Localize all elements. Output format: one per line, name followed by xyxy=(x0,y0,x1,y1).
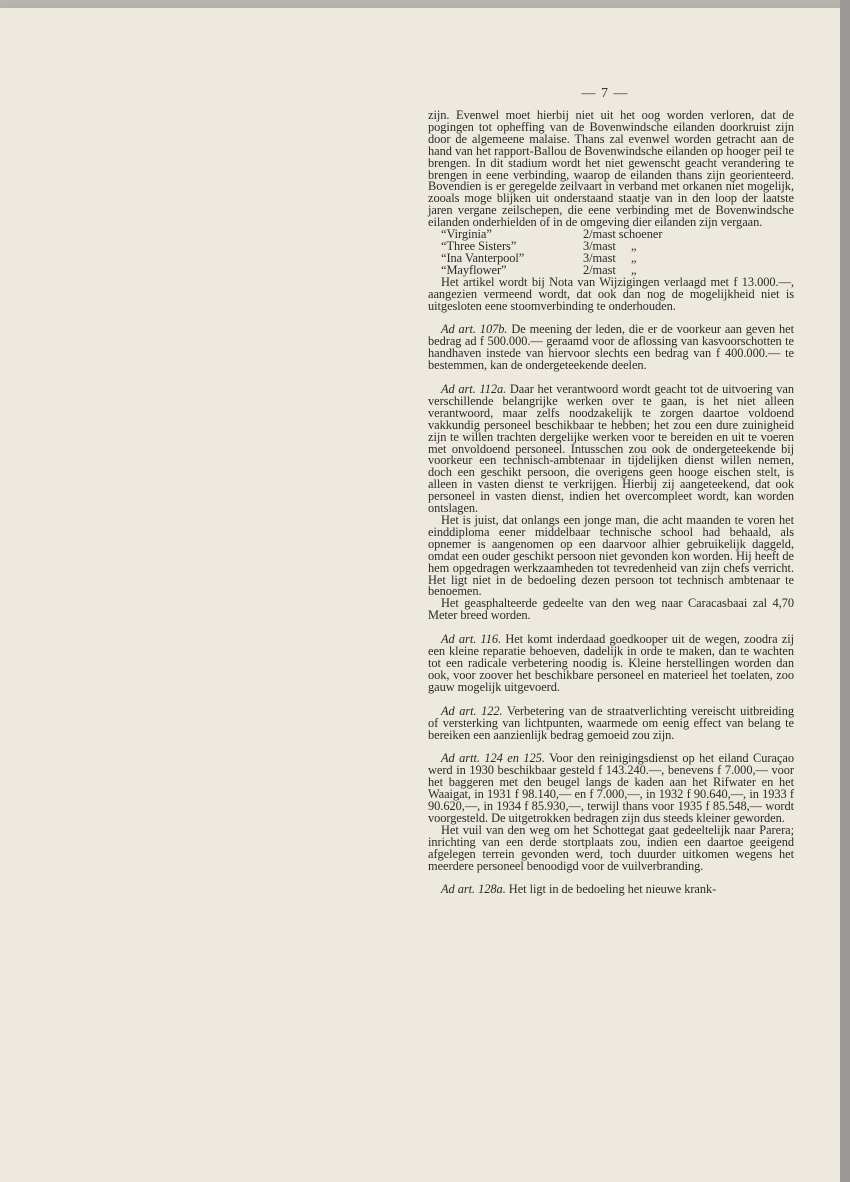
ship-list xyxy=(428,229,794,277)
ship-type: 2/mast „ xyxy=(583,262,637,277)
ship-type: 2/mast schoener xyxy=(583,227,663,242)
section-text: Verbetering van de straatverlichting vereischt uitbreiding of versterking van lichtpunten, waarmede om eenig effect van belang te bereiken een aanzienlijk bedrag gemoeid zou zijn. xyxy=(428,703,794,742)
page-edge xyxy=(840,0,850,1182)
ship-type: 3/mast „ xyxy=(583,250,637,265)
section-112a-extra: Het is juist, dat onlangs een jonge man, die acht maanden te voren het einddiploma eener middelbaar technische school had behaald, als opnemer is aangenomen op een daarvoor alhier gebruikelijk daggeld, omdat een ouder geschikt persoon niet gevonden kon worden. Hij heeft de hem opgedragen werkzaamheden tot tevredenheid van zijn chefs verricht. Het ligt niet in de bedoeling dezen persoon tot technisch ambtenaar te benoemen. xyxy=(428,513,794,599)
section-label: Ad art. 122. xyxy=(441,703,503,718)
page-number: — 7 — xyxy=(581,86,629,101)
intro-paragraph: zijn. Evenwel moet hierbij niet uit het oog worden verloren, dat de pogingen tot opheffing van de Bovenwindsche eilanden doorkruist zijn door de algemeene malaise. Thans zal evenwel worden getracht aan de hand van het rapport-Ballou de Bovenwindsche eilanden op hooger peil te brengen. In dit stadium wordt het niet gewenscht geacht verandering te brengen in eene verbinding, waarop de eilanden thans zijn georienteerd. Bovendien is er geregelde zeilvaart in verband met orkanen niet mogelijk, zooals moge blijken uit onderstaand staatje van in den loop der laatste jaren vergane zeilschepen, die eene verbinding met de Bovenwindsche eilanden onderhielden of in de omgeving dier eilanden zijn vergaan. xyxy=(428,108,794,230)
section-label: Ad art. 128a. xyxy=(441,882,506,897)
ship-name: “Mayflower” xyxy=(441,262,507,277)
section-122 xyxy=(428,703,794,742)
section-text: Het ligt in de bedoeling het nieuwe krank- xyxy=(505,882,717,897)
after-ships-paragraph: Het artikel wordt bij Nota van Wijzigingen verlaagd met f 13.000.—, aangezien vermeend wordt, dat ook dan nog de mogelijkheid niet is uitgesloten eene stoomverbinding te onderhouden. xyxy=(428,274,794,313)
section-text: Daar het verantwoord wordt geacht tot de uitvoering van verschillende belangrijke werken over te gaan, is het niet alleen verantwoord, maar zelfs noodzakelijk te zorgen daartoe voldoend vakkundig personeel beschikbaar te hebben; het zou een dure zuinigheid zijn te willen trachten dergelijke werken voor te bereiden en uit te voeren met onvoldoend personeel. Intusschen zou ook de ondergeteekende bij voorkeur een technisch-ambtenaar in tijdelijken dienst willen nemen, doch een geschikt persoon, die overigens geen hooge eischen stelt, is alleen in vasten dienst te verkrijgen. Hierbij zij aangeteekend, dat ook personeel in vasten dienst, indien het overcompleet wordt, kan worden ontslagen. xyxy=(428,382,795,516)
section-text: Voor den reinigingsdienst op het eiland Curaçao werd in 1930 beschikbaar gesteld f 143.240.—, benevens f 7.000,— voor het baggeren met den beugel langs de kaden aan het Rifwater en het Waaigat, in 1931 f 98.140,— en f 7.000,—, in 1932 f 90.640,—, in 1933 f 90.620,—, in 1934 f 85.930,—, terwijl thans voor 1935 f 85.548,— wordt voorgesteld. De uitgetrokken bedragen zijn dus steeds kleiner geworden. xyxy=(428,751,794,825)
section-label: Ad art. 107b. xyxy=(441,322,508,337)
section-116 xyxy=(428,634,794,694)
section-124-125-extra: Het vuil van den weg om het Schottegat gaat gedeeltelijk naar Parera; inrichting van een derde stortplaats zou, indien een daartoe geeigend afgelegen terrein gevonden werd, toch duurder uitkomen wegens het meerdere personeel benoodigd voor de vuilverbranding. xyxy=(428,822,794,873)
section-label: Ad art. 112a. xyxy=(441,382,507,397)
section-112a-extra: Het geasphalteerde gedeelte van den weg naar Caracasbaai zal 4,70 Meter breed worden. xyxy=(428,596,794,623)
section-label: Ad art. 116. xyxy=(441,632,502,647)
ship-type: 3/mast „ xyxy=(583,238,637,253)
section-107b xyxy=(428,324,794,372)
section-label: Ad artt. 124 en 125. xyxy=(441,751,545,766)
text-column xyxy=(428,110,794,896)
ship-name: “Virginia” xyxy=(441,227,492,242)
section-text: De meening der leden, die er de voorkeur aan geven het bedrag ad f 500.000.— geraamd voor de aflossing van kasvoorschotten te handhaven instede van hiervoor slechts een bedrag van f 400.000.— te bestemmen, kan de ondergeteekende deelen. xyxy=(428,322,794,373)
section-128a xyxy=(428,884,794,896)
document-page xyxy=(0,8,840,1182)
section-text: Het komt inderdaad goedkooper uit de wegen, zoodra zij een kleine reparatie behoeven, dadelijk in orde te maken, dan te wachten tot een radicale verbetering noodig is. Kleine herstellingen worden dan ook, voor zoover het beschikbare personeel en materieel het toelaten, zoo gauw mogelijk uitgevoerd. xyxy=(428,632,794,694)
ship-name: “Ina Vanterpool” xyxy=(441,250,525,265)
ship-name: “Three Sisters” xyxy=(441,238,517,253)
section-112a xyxy=(428,384,794,515)
section-124-125 xyxy=(428,753,794,824)
